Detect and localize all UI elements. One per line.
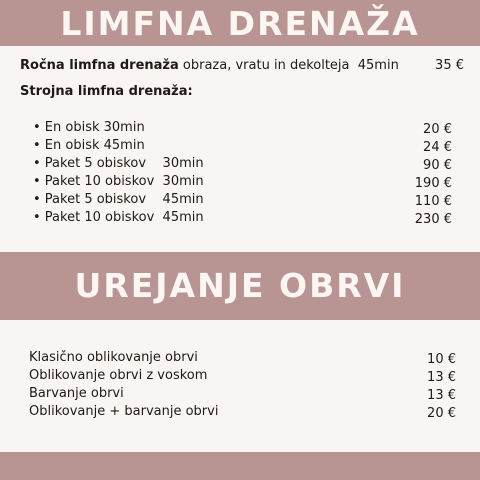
list-item-price: 10 €	[427, 352, 456, 367]
list-item-price: 190 €	[414, 176, 452, 191]
list-item: • Paket 10 obiskov 30min	[33, 174, 204, 189]
list-item-price: 230 €	[414, 212, 452, 227]
panel-limfna	[0, 46, 480, 252]
header-band-obrvi	[0, 252, 480, 320]
list-item-price: 24 €	[423, 140, 452, 155]
footer-band	[0, 452, 480, 480]
list-item: • Paket 5 obiskov 30min	[33, 156, 204, 171]
rocna-title: Ročna limfna drenaža	[20, 58, 179, 73]
list-item-price: 20 €	[427, 406, 456, 421]
list-item: • Paket 5 obiskov 45min	[33, 192, 204, 207]
list-item-price: 110 €	[414, 194, 452, 209]
header-band-limfna	[0, 0, 480, 46]
rocna-price: 35 €	[435, 58, 464, 73]
list-item: Klasično oblikovanje obrvi	[29, 350, 198, 365]
list-item-price: 90 €	[423, 158, 452, 173]
list-item-price: 13 €	[427, 370, 456, 385]
list-item: Oblikovanje obrvi z voskom	[29, 368, 208, 383]
section-title-obrvi: UREJANJE OBRVI	[74, 266, 406, 305]
list-item: • Paket 10 obiskov 45min	[33, 210, 204, 225]
rocna-line	[20, 58, 399, 74]
rocna-desc: obraza, vratu in dekolteja 45min	[178, 58, 399, 73]
section-title-limfna: LIMFNA DRENAŽA	[60, 4, 420, 43]
list-item-price: 13 €	[427, 388, 456, 403]
list-item: Oblikovanje + barvanje obrvi	[29, 404, 219, 419]
list-item: • En obisk 45min	[33, 138, 145, 153]
list-item-price: 20 €	[423, 122, 452, 137]
strojna-label: Strojna limfna drenaža:	[20, 84, 193, 99]
list-item: Barvanje obrvi	[29, 386, 124, 401]
list-item: • En obisk 30min	[33, 120, 145, 135]
panel-obrvi	[0, 320, 480, 452]
